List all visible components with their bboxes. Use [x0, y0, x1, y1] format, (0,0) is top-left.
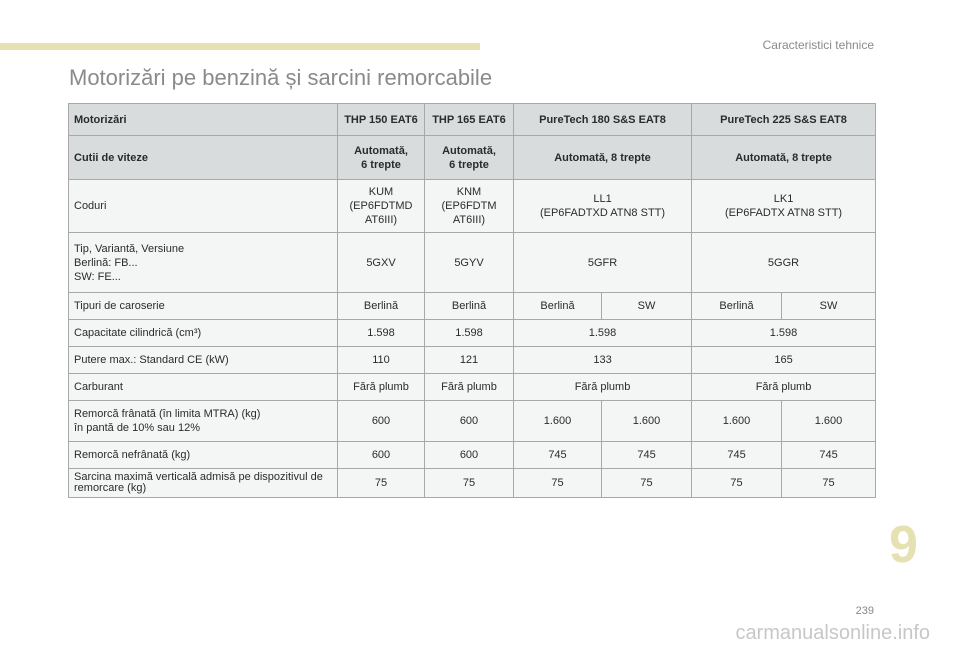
table-cell: SW — [602, 293, 692, 320]
table-cell: 75 — [692, 469, 782, 498]
table-cell: 5GFR — [514, 233, 692, 293]
table-cell: Automată, 8 trepte — [692, 136, 876, 180]
watermark: carmanualsonline.info — [735, 622, 930, 644]
table-cell: KUM (EP6FDTMD AT6III) — [338, 180, 425, 233]
table-cell: Berlină — [425, 293, 514, 320]
table-cell: Berlină — [692, 293, 782, 320]
table-row — [69, 442, 876, 469]
row-label: Cutii de viteze — [69, 136, 338, 180]
table-cell: 600 — [425, 442, 514, 469]
table-header-cell: PureTech 180 S&S EAT8 — [514, 104, 692, 136]
table-cell: KNM (EP6FDTM AT6III) — [425, 180, 514, 233]
table-cell: 75 — [514, 469, 602, 498]
row-label: Remorcă nefrânată (kg) — [69, 442, 338, 469]
table-cell: Fără plumb — [692, 374, 876, 401]
table-row — [69, 401, 876, 442]
table-cell: 121 — [425, 347, 514, 374]
table-cell: 1.598 — [692, 320, 876, 347]
table-header-cell: PureTech 225 S&S EAT8 — [692, 104, 876, 136]
row-label: Remorcă frânată (în limita MTRA) (kg) în pantă de 10% sau 12% — [69, 401, 338, 442]
table-cell: 1.600 — [692, 401, 782, 442]
page-title: Motorizări pe benzină și sarcini remorcabile — [69, 65, 493, 90]
table-row — [69, 233, 876, 293]
chapter-number: 9 — [889, 516, 918, 574]
table-cell: 1.598 — [425, 320, 514, 347]
table-cell: 75 — [782, 469, 876, 498]
table-cell: 5GYV — [425, 233, 514, 293]
table-cell: 745 — [692, 442, 782, 469]
page-number: 239 — [855, 605, 874, 617]
table-cell: 600 — [338, 401, 425, 442]
table-row — [69, 347, 876, 374]
row-label: Putere max.: Standard CE (kW) — [69, 347, 338, 374]
table-cell: 165 — [692, 347, 876, 374]
row-label: Coduri — [69, 180, 338, 233]
table-cell: Automată, 6 trepte — [338, 136, 425, 180]
table-cell: 5GGR — [692, 233, 876, 293]
engine-spec-table — [68, 103, 876, 498]
row-label: Capacitate cilindrică (cm³) — [69, 320, 338, 347]
table-cell: 5GXV — [338, 233, 425, 293]
table-row — [69, 180, 876, 233]
table-cell: 745 — [782, 442, 876, 469]
table-row — [69, 320, 876, 347]
header-accent-bar — [0, 43, 480, 50]
table-cell: 745 — [602, 442, 692, 469]
table-cell: LK1 (EP6FADTX ATN8 STT) — [692, 180, 876, 233]
table-row — [69, 136, 876, 180]
row-label: Carburant — [69, 374, 338, 401]
table-cell: 1.600 — [514, 401, 602, 442]
table-cell: Fără plumb — [425, 374, 514, 401]
table-cell: 75 — [338, 469, 425, 498]
table-cell: Automată, 8 trepte — [514, 136, 692, 180]
section-name: Caracteristici tehnice — [762, 38, 874, 52]
table-cell: 745 — [514, 442, 602, 469]
table-header-cell: THP 150 EAT6 — [338, 104, 425, 136]
table-cell: 1.598 — [514, 320, 692, 347]
table-cell: 75 — [425, 469, 514, 498]
table-cell: Berlină — [514, 293, 602, 320]
table-cell: 600 — [338, 442, 425, 469]
row-label: Tip, Variantă, Versiune Berlină: FB... SW: FE... — [69, 233, 338, 293]
table-cell: 1.600 — [602, 401, 692, 442]
row-label: Sarcina maximă verticală admisă pe dispozitivul de remorcare (kg) — [69, 469, 338, 498]
table-cell: 600 — [425, 401, 514, 442]
table-row — [69, 293, 876, 320]
table-cell: 133 — [514, 347, 692, 374]
table-row — [69, 374, 876, 401]
table-cell: 75 — [602, 469, 692, 498]
table-cell: 110 — [338, 347, 425, 374]
table-cell: SW — [782, 293, 876, 320]
table-header-cell: THP 165 EAT6 — [425, 104, 514, 136]
table-cell: Berlină — [338, 293, 425, 320]
table-row — [69, 104, 876, 136]
row-label: Tipuri de caroserie — [69, 293, 338, 320]
table-header-cell: Motorizări — [69, 104, 338, 136]
table-row — [69, 469, 876, 498]
table-cell: 1.598 — [338, 320, 425, 347]
table-cell: LL1 (EP6FADTXD ATN8 STT) — [514, 180, 692, 233]
table-cell: Fără plumb — [338, 374, 425, 401]
table-cell: Automată, 6 trepte — [425, 136, 514, 180]
table-cell: Fără plumb — [514, 374, 692, 401]
table-cell: 1.600 — [782, 401, 876, 442]
